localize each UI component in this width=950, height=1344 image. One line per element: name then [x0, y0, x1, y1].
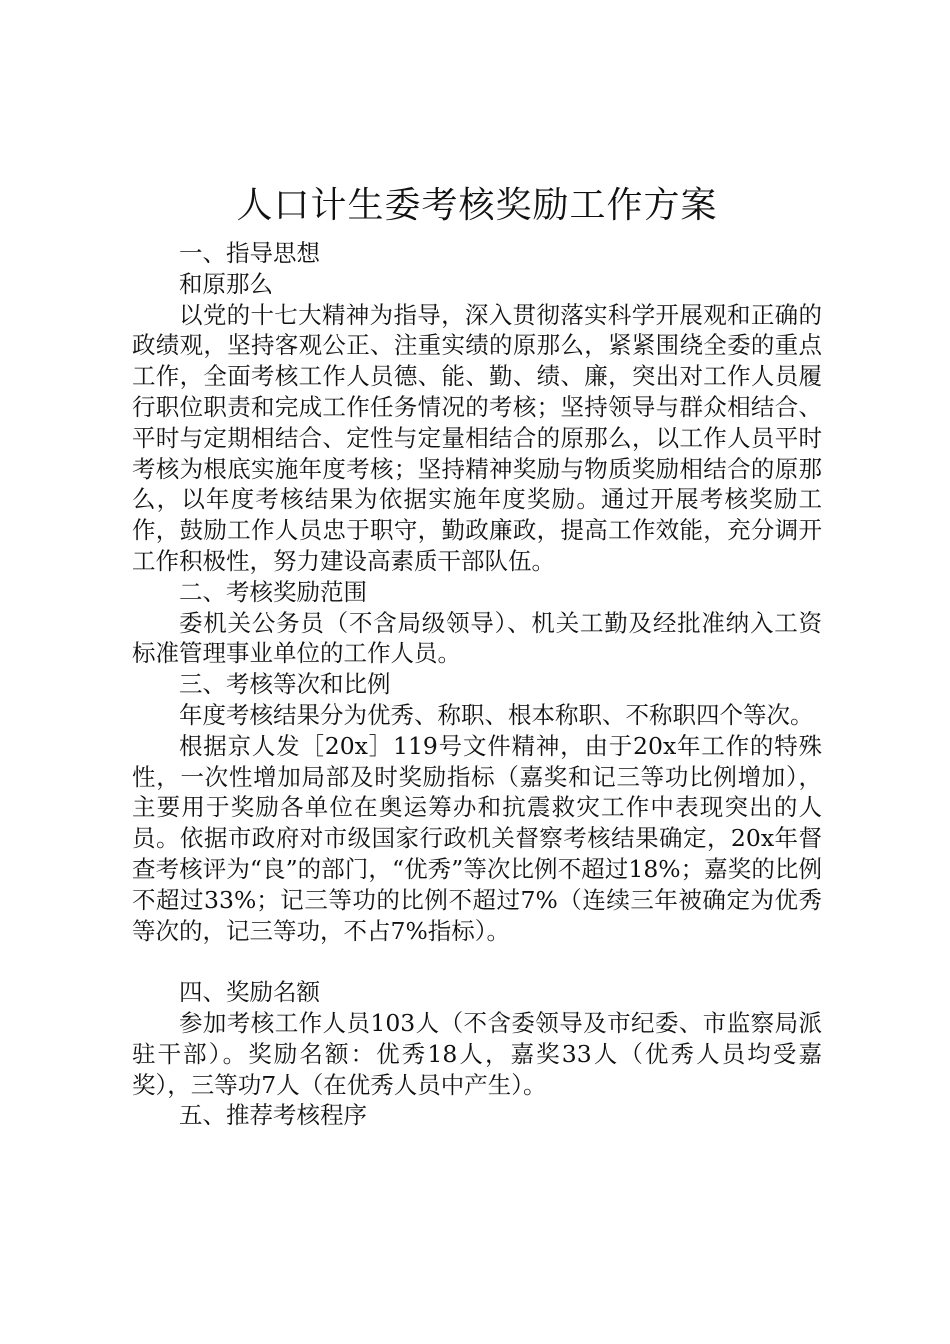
paragraph-scope: 委机关公务员（不含局级领导）、机关工勤及经批准纳入工资标准管理事业单位的工作人员。	[132, 608, 822, 668]
paragraph-guiding-principles: 以党的十七大精神为指导，深入贯彻落实科学开展观和正确的政绩观，坚持客观公正、注重实绩的原那么，紧紧围绕全委的重点工作，全面考核工作人员德、能、勤、绩、廉，突出对工作人员履行职位职责和完成工作任务情况的考核；坚持领导与群众相结合、平时与定期相结合、定性与定量相结合的原那么，以工作人员平时考核为根底实施年度考核；坚持精神奖励与物质奖励相结合的原那么，以年度考核结果为依据实施年度奖励。通过开展考核奖励工作，鼓励工作人员忠于职守，勤政廉政，提高工作效能，充分调开工作积极性，努力建设高素质干部队伍。	[132, 300, 822, 575]
document-page	[132, 180, 822, 1131]
document-title: 人口计生委考核奖励工作方案	[236, 185, 718, 226]
section-heading-scope: 二、考核奖励范围	[179, 577, 367, 606]
paragraph-ratio: 根据京人发［20x］119号文件精神，由于20x年工作的特殊性，一次性增加局部及时奖励指标（嘉奖和记三等功比例增加），主要用于奖励各单位在奥运筹办和抗震救灾工作中表现突出的人员。依据市政府对市级国家行政机关督察考核结果确定，20x年督查考核评为“良”的部门，“优秀”等次比例不超过18%；嘉奖的比例不超过33%；记三等功的比例不超过7%（连续三年被确定为优秀等次的，记三等功，不占7%指标）。	[132, 731, 822, 945]
paragraph-award-quota: 参加考核工作人员103人（不含委领导及市纪委、市监察局派驻干部）。奖励名额：优秀18人，嘉奖33人（优秀人员均受嘉奖），三等功7人（在优秀人员中产生）。	[132, 1008, 822, 1099]
paragraph-grades: 年度考核结果分为优秀、称职、根本称职、不称职四个等次。	[179, 700, 814, 729]
paragraph-spacer	[132, 946, 822, 977]
section-heading-procedure: 五、推荐考核程序	[179, 1101, 367, 1130]
section-heading-guiding-ideology: 一、指导思想	[179, 239, 320, 267]
section-heading-grades-ratio: 三、考核等次和比例	[179, 670, 391, 699]
section-heading-principles: 和原那么	[179, 269, 273, 298]
section-heading-award-quota: 四、奖励名额	[179, 978, 320, 1007]
